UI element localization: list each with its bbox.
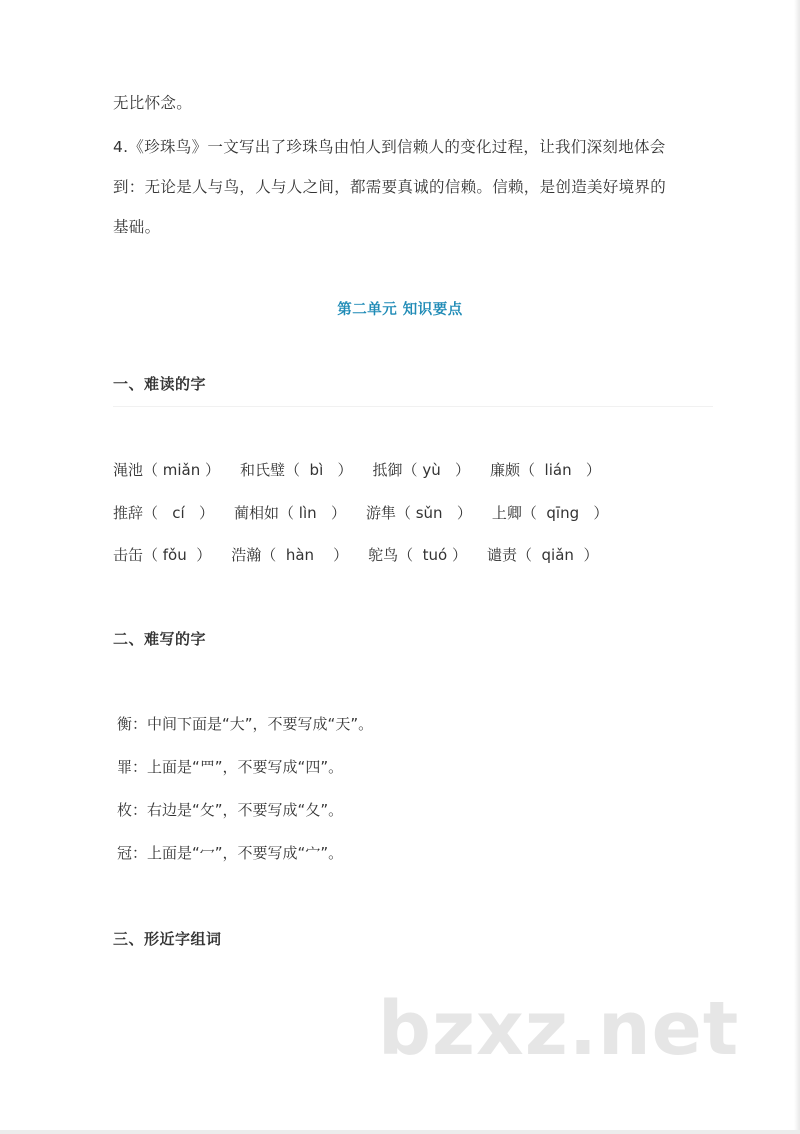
paragraph-4: 4.《珍珠鸟》一文写出了珍珠鸟由怕人到信赖人的变化过程，让我们深刻地体会到：无论是人与鸟，人与人之间，都需要真诚的信赖。信赖，是创造美好境界的基础。 (113, 138, 667, 236)
writing-note: 枚：右边是“攵”，不要写成“夂”。 (117, 801, 344, 819)
pinyin-item: 上卿（ qīng ） (491, 503, 609, 522)
watermark: bzxz.net (378, 986, 740, 1072)
section-title: 第二单元 知识要点 (337, 302, 463, 318)
writing-note: 衡：中间下面是“大”，不要写成“天”。 (117, 715, 374, 733)
pinyin-item: 浩瀚（ hàn ） (231, 545, 349, 564)
heading-hard-to-write: 二、难写的字 (113, 630, 207, 648)
heading-hard-to-read: 一、难读的字 (113, 375, 207, 393)
divider (113, 406, 713, 407)
pinyin-item: 廉颇（ lián ） (490, 460, 601, 479)
pinyin-item: 和氏璧（ bì ） (240, 460, 353, 479)
pinyin-row-3 (113, 542, 618, 566)
writing-note: 罪：上面是“罒”，不要写成“四”。 (117, 758, 344, 776)
pinyin-item: 抵御（ yù ） (372, 460, 471, 479)
pinyin-row-1 (113, 457, 621, 481)
pinyin-item: 推辞（ cí ） (113, 503, 215, 522)
heading-similar-characters: 三、形近字组词 (113, 930, 222, 948)
intro-line: 无比怀念。 (113, 94, 193, 112)
page-bottom-edge (0, 1130, 800, 1134)
pinyin-item: 鸵鸟（ tuó ） (368, 545, 467, 564)
page-right-edge (794, 0, 800, 1134)
pinyin-item: 渑池（ miǎn ） (113, 460, 221, 479)
pinyin-item: 击缶（ fǒu ） (113, 545, 212, 564)
pinyin-item: 谴责（ qiǎn ） (486, 545, 599, 564)
pinyin-item: 蔺相如（ lìn ） (234, 503, 346, 522)
writing-note: 冠：上面是“冖”，不要写成“宀”。 (117, 844, 344, 862)
pinyin-item: 游隼（ sǔn ） (365, 503, 472, 522)
pinyin-row-2 (113, 500, 628, 524)
